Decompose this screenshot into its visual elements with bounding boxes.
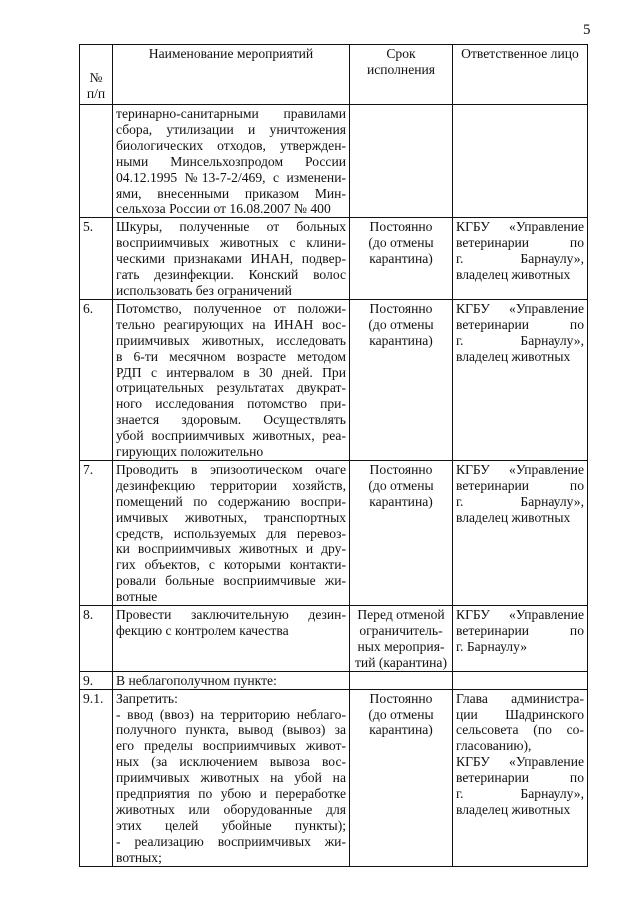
responsible-line: гласованию),	[456, 738, 532, 754]
row-number-text: 7.	[83, 461, 94, 477]
responsible-line: КГБУ «Управление	[456, 461, 584, 477]
activity-line: гать дезинфекции. Конский волос	[116, 267, 346, 283]
responsible-line: владелец животных	[456, 509, 571, 525]
header-term	[350, 45, 453, 105]
responsible-cell	[453, 218, 588, 300]
header-activity	[113, 45, 350, 105]
term-line: Постоянно	[369, 461, 433, 477]
activity-cell	[113, 218, 350, 300]
term-line: Постоянно	[369, 219, 433, 235]
activity-line: Шкуры, полученные от больных	[116, 219, 346, 235]
activity-line: 04.12.1995 №13-7-2/469, с изменени-	[116, 169, 346, 185]
row-number	[80, 299, 113, 460]
term-line: карантина)	[369, 493, 433, 509]
activity-line: вотных;	[116, 849, 162, 865]
activity-line: дезинфекцию территории хозяйств,	[116, 477, 346, 493]
activity-line: знается здоровым. Осуществлять	[116, 412, 346, 428]
term-line: (до отмены	[368, 706, 434, 722]
term-line: ных мероприя-	[357, 638, 445, 654]
term-line: (до отмены	[368, 235, 434, 251]
responsible-cell	[453, 671, 588, 689]
activity-line: отрицательных результатах двукрат-	[116, 380, 346, 396]
term-cell	[350, 218, 453, 300]
activity-cell	[113, 689, 350, 866]
activity-line: ческими признаками ИНАН, подвер-	[116, 251, 346, 267]
row-number	[80, 460, 113, 605]
row-number	[80, 218, 113, 300]
row-number-text: 9.1.	[83, 690, 104, 706]
activity-cell	[113, 105, 350, 218]
activity-line: в 6-ти месячном возрасте методом	[116, 348, 346, 364]
responsible-line: ции Шадринского	[456, 706, 584, 722]
activity-line: - реализацию восприимчивых жи-	[116, 833, 346, 849]
header-activity-text: Наименование мероприятий	[148, 46, 314, 61]
term-cell	[350, 105, 453, 218]
responsible-line: ветеринарии по	[456, 477, 584, 493]
activity-line: убой восприимчивых животных, реа-	[116, 428, 346, 444]
activity-line: ных (за исключением вывоза вос-	[116, 754, 346, 770]
term-line: ограничитель-	[359, 623, 443, 638]
term-line: (до отмены	[368, 477, 434, 493]
activity-line: ного исследования потомство при-	[116, 396, 346, 412]
term-line: тий (карантина)	[354, 654, 447, 670]
activity-line: гих объектов, с которыми контакти-	[116, 557, 346, 573]
term-cell	[350, 689, 453, 866]
responsible-cell	[453, 299, 588, 460]
term-cell	[350, 460, 453, 605]
activity-line: предприятия по убою и переработке	[116, 786, 346, 802]
activity-line: использовать без ограничений	[116, 282, 292, 298]
responsible-line: г. Барнаулу»	[456, 638, 528, 654]
table-row	[80, 218, 588, 300]
row-number	[80, 671, 113, 689]
responsible-line: владелец животных	[456, 801, 571, 817]
responsible-line: ветеринарии по	[456, 316, 584, 332]
term-cell	[350, 606, 453, 672]
activity-line: гирующих положительно	[116, 444, 264, 460]
activity-cell	[113, 606, 350, 672]
activity-line: животных или оборудованные для	[116, 801, 346, 817]
activity-line: Запретить:	[116, 690, 178, 706]
activity-line: ными Минсельхозпродом России	[116, 153, 346, 169]
activity-line: ки восприимчивых животных и дру-	[116, 541, 346, 557]
responsible-line: г. Барнаулу»,	[456, 786, 584, 802]
activity-line: биологических отходов, утвержден-	[116, 137, 346, 153]
activity-line: помещений по содержанию воспри-	[116, 493, 346, 509]
header-number-line: п/п	[86, 86, 106, 102]
header-term-line: исполнения	[366, 61, 436, 77]
responsible-line: КГБУ «Управление	[456, 754, 584, 770]
responsible-line: ветеринарии по	[456, 623, 584, 638]
activity-line: В неблагополучном пункте:	[116, 672, 277, 688]
activity-line: - ввод (ввоз) на территорию неблаго-	[116, 706, 346, 722]
table-row	[80, 671, 588, 689]
responsible-line: г. Барнаулу»,	[456, 251, 584, 267]
activity-cell	[113, 671, 350, 689]
row-number-text: 8.	[83, 607, 94, 623]
responsible-cell	[453, 460, 588, 605]
activity-line: сбора, утилизации и уничтожения	[116, 121, 346, 137]
activity-line: фекцию с контролем качества	[116, 623, 289, 638]
table-row	[80, 460, 588, 605]
responsible-line: ветеринарии по	[456, 770, 584, 786]
term-line: Постоянно	[369, 300, 433, 316]
row-number	[80, 606, 113, 672]
table-header-row	[80, 45, 588, 105]
activity-line: сельхоза России от 16.08.2007 № 400	[116, 201, 331, 217]
activity-line: средств, используемых для перевоз-	[116, 525, 346, 541]
activity-line: теринарно-санитарными правилами	[116, 106, 346, 121]
activity-line: приимчивых животных на убой на	[116, 770, 346, 786]
responsible-line: ветеринарии по	[456, 235, 584, 251]
activity-line: Провести заключительную дезин-	[116, 607, 346, 623]
header-number	[80, 45, 113, 105]
activity-cell	[113, 299, 350, 460]
term-line: Постоянно	[369, 690, 433, 706]
activity-line: получного пункта, вывод (вывоз) за	[116, 722, 346, 738]
activity-line: ями, внесенными приказом Мин-	[116, 185, 346, 201]
responsible-line: Глава администра-	[456, 690, 584, 706]
row-number-text: 6.	[83, 300, 94, 316]
term-line: карантина)	[369, 251, 433, 267]
activity-line: ровали больные восприимчивые жи-	[116, 573, 346, 589]
responsible-line: КГБУ «Управление	[456, 219, 584, 235]
responsible-line: КГБУ «Управление	[456, 300, 584, 316]
row-number-text: 5.	[83, 219, 94, 235]
activity-line: этих целей убойные пункты);	[116, 817, 346, 833]
row-number	[80, 689, 113, 866]
term-line: Перед отменой	[357, 607, 445, 623]
header-number-line: №	[89, 70, 103, 86]
term-line: (до отмены	[368, 316, 434, 332]
activity-line: Проводить в эпизоотическом очаге	[116, 461, 346, 477]
responsible-line: сельсовета (по со-	[456, 722, 584, 738]
row-number	[80, 105, 113, 218]
table-row	[80, 105, 588, 218]
activity-line: тельно реагирующих на ИНАН вос-	[116, 316, 346, 332]
activity-line: его пределы восприимчивых живот-	[116, 738, 346, 754]
table-row	[80, 606, 588, 672]
measures-table	[79, 44, 588, 867]
responsible-line: КГБУ «Управление	[456, 607, 584, 623]
page-number: 5	[583, 22, 591, 38]
responsible-cell	[453, 689, 588, 866]
term-line: карантина)	[369, 722, 433, 738]
activity-line: вотные	[116, 589, 158, 605]
activity-line: имчивых животных, транспортных	[116, 509, 346, 525]
responsible-line: г. Барнаулу»,	[456, 332, 584, 348]
term-cell	[350, 671, 453, 689]
table-row	[80, 299, 588, 460]
responsible-line: владелец животных	[456, 348, 571, 364]
header-responsible	[453, 45, 588, 105]
responsible-line: владелец животных	[456, 267, 571, 283]
responsible-cell	[453, 105, 588, 218]
header-term-line: Срок	[386, 46, 416, 61]
responsible-line: г. Барнаулу»,	[456, 493, 584, 509]
activity-line: восприимчивых животных с клини-	[116, 235, 346, 251]
responsible-cell	[453, 606, 588, 672]
activity-line: РДП с интервалом в 30 дней. При	[116, 364, 346, 380]
header-responsible-text: Ответственное лицо	[461, 46, 579, 61]
row-number-text: 9.	[83, 672, 94, 688]
activity-cell	[113, 460, 350, 605]
activity-line: Потомство, полученное от положи-	[116, 300, 346, 316]
term-line: карантина)	[369, 332, 433, 348]
table-row	[80, 689, 588, 866]
activity-line: приимчивых животных, исследовать	[116, 332, 346, 348]
term-cell	[350, 299, 453, 460]
